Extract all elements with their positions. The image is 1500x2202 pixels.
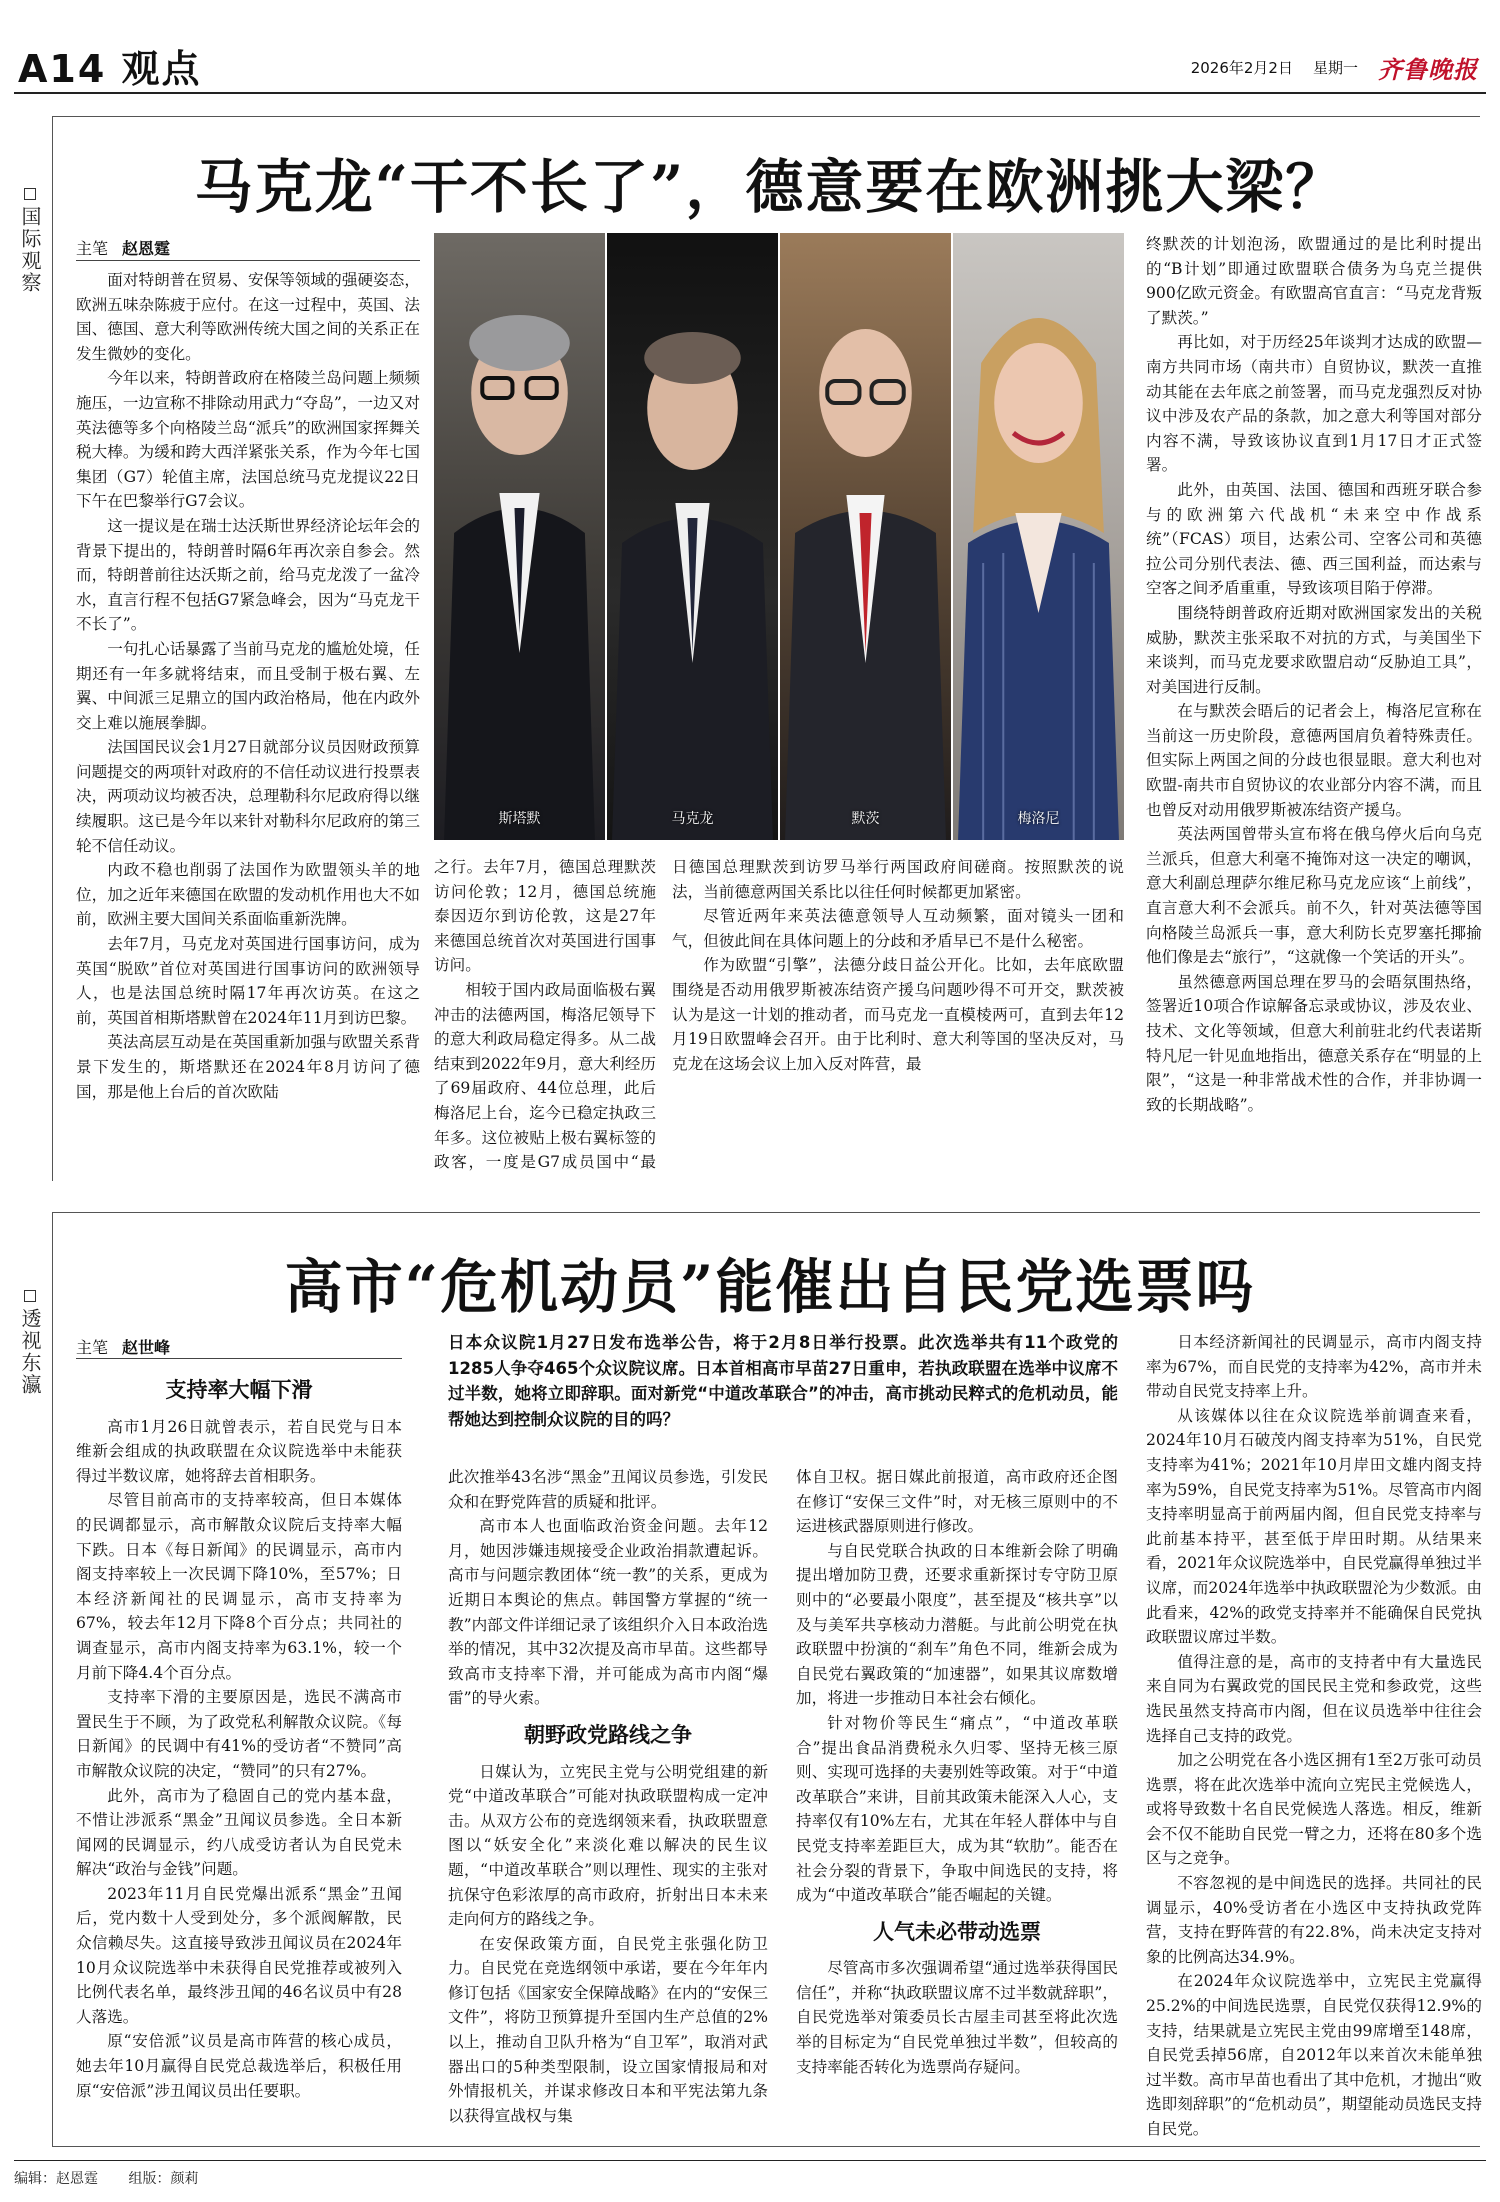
subheading: 朝野政党路线之争 (524, 1722, 692, 1747)
paragraph: 此外，高市为了稳固自己的党内基本盘，不惜让涉派系“黑金”丑闻议员参选。全日本新闻网的民调显示，约八成受访者认为自民党未解决“政治与金钱”问题。 (76, 1786, 402, 1879)
article2-column-2 (448, 1465, 768, 2141)
paragraph: 虽然德意两国总理在罗马的会晤氛围热络，签署近10项合作谅解备忘录或协议，涉及农业、技术、文化等领域，但意大利前驻北约代表诺斯特凡尼一针见血地指出，德意关系存在“明显的上限”，“这是一种非常战术性的合作，并非协调一致的长期战略”。 (1146, 972, 1482, 1114)
paragraph: 日本经济新闻社的民调显示，高市内阁支持率为67%，而自民党的支持率为42%，高市并未带动自民党支持率上升。 (1146, 1333, 1482, 1401)
portrait-merz (780, 233, 951, 840)
section-box-icon (24, 1290, 36, 1302)
article1-column-2 (434, 855, 656, 1175)
article1-byline: 主笔 赵恩霆 (76, 239, 171, 258)
paragraph: 高市1月26日就曾表示，若自民党与日本维新会组成的执政联盟在众议院选举中未能获得过半数议席，她将辞去首相职务。 (76, 1417, 402, 1485)
paragraph: 加之公明党在各小选区拥有1至2万张可动员选票，将在此次选举中流向立宪民主党候选人，或将导致数十名自民党候选人落选。相反，维新会不仅不能助自民党一臂之力，还将在80多个选区与之竞争。 (1146, 1751, 1482, 1868)
paragraph: 面对特朗普在贸易、安保等领域的强硬姿态，欧洲五味杂陈疲于应付。在这一过程中，英国、法国、德国、意大利等欧洲传统大国之间的关系正在发生微妙的变化。 (76, 271, 420, 363)
issue-weekday: 星期一 (1312, 59, 1358, 77)
section-tag-international: 国际观察 (20, 188, 42, 294)
paragraph: 围绕特朗普政府近期对欧洲国家发出的关税威胁，默茨主张采取不对抗的方式，与美国坐下来谈判，而马克龙要求欧盟启动“反胁迫工具”，对美国进行反制。 (1146, 603, 1482, 696)
paragraph: 不容忽视的是中间选民的选择。共同社的民调显示，40%受访者在小选区中支持执政党阵营，支持在野阵营的有22.8%，尚未决定支持对象的比例高达34.9%。 (1146, 1874, 1482, 1966)
photo-caption: 马克龙 (671, 811, 714, 827)
paragraph: 在与默茨会晤后的记者会上，梅洛尼宣称在当前这一历史阶段，意德两国肩负着特殊责任。但实际上两国之间的分歧也很显眼。意大利也对欧盟-南共市自贸协议的农业部分内容不满，而且也曾反对动用俄罗斯被冻结资产援乌。 (1146, 702, 1482, 819)
newspaper-logo: 齐鲁晚报 (1378, 55, 1478, 84)
paragraph: 日媒认为，立宪民主党与公明党组建的新党“中道改革联合”可能对执政联盟构成一定冲击。从双方公布的竞选纲领来看，执政联盟意图以“妖安全化”来淡化难以解决的民生议题，“中道改革联合”则以理性、现实的主张对抗保守色彩浓厚的高市政府，折射出日本未来走向何方的路线之争。 (448, 1762, 768, 1929)
paragraph: 在安保政策方面，自民党主张强化防卫力。自民党在竞选纲领中承诺，要在今年年内修订包括《国家安全保障战略》在内的“安保三文件”，将防卫预算提升至国内生产总值的2%以上，推动自卫队升格为“自卫军”，取消对武器出口的5种类型限制，设立国家情报局和对外情报机关，并谋求修改日本和平宪法第九条以获得宣战权与集 (448, 1934, 768, 2125)
subheading: 人气未必带动选票 (873, 1919, 1041, 1944)
article2-column-3 (796, 1465, 1118, 2141)
subheading: 支持率大幅下滑 (165, 1378, 313, 1402)
portrait-macron (607, 233, 778, 840)
person-silhouette-icon (780, 233, 951, 840)
byline-rule (76, 260, 420, 261)
paragraph: 英法两国曾带头宣布将在俄乌停火后向乌克兰派兵，但意大利毫不掩饰对这一决定的嘲讽，意大利副总理萨尔维尼称马克龙应该“上前线”，直言意大利不会派兵。前不久，针对英法德等国向格陵兰岛派兵一事，意大利防长克罗塞托揶揄他们像是去“旅行”，“这就像一个笑话的开头”。 (1146, 825, 1482, 967)
paragraph: 2023年11月自民党爆出派系“黑金”丑闻后，党内数十人受到处分，多个派阀解散，民众信赖尽失。这直接导致涉丑闻议员在2024年10月众议院选举中未获得自民党推荐或被列入比例代表名单，最终涉丑闻的46名议员中有28人落选。 (76, 1884, 402, 2026)
paragraph: 终默茨的计划泡汤，欧盟通过的是比利时提出的“B计划”即通过欧盟联合债务为乌克兰提供900亿欧元资金。有欧盟高官直言：“马克龙背叛了默茨。” (1146, 235, 1482, 327)
paragraph: 从该媒体以往在众议院选举前调查来看，2024年10月石破茂内阁支持率为51%，自民党支持率为41%；2021年10月岸田文雄内阁支持率为59%，自民党支持率为51%。尽管高市内阁支持率明显高于前两届内阁，但自民党支持率与此前基本持平，甚至低于岸田时期。从结果来看，2021年众议院选举中，自民党赢得单独过半议席，而2024年选举中执政联盟沦为少数派。由此看来，42%的政党支持率并不能确保自民党执政联盟议席过半数。 (1146, 1406, 1482, 1647)
paragraph: 原“安倍派”议员是高市阵营的核心成员，她去年10月赢得自民党总裁选举后，积极任用原“安倍派”涉丑闻议员出任要职。 (76, 2032, 402, 2100)
article1-headline: 马克龙“干不长了”，德意要在欧洲挑大梁？ (194, 153, 1346, 221)
article1-column-1 (76, 268, 420, 1176)
paragraph: 尽管高市多次强调希望“通过选举获得国民信任”，并称“执政联盟议席不过半数就辞职”，自民党选举对策委员长古屋圭司甚至将此次选举的目标定为“自民党单独过半数”，但较高的支持率能否转化为选票尚存疑问。 (796, 1959, 1118, 2076)
paragraph: 此次推举43名涉“黑金”丑闻议员参选，引发民众和在野党阵营的质疑和批评。 (448, 1468, 768, 1511)
paragraph: 值得注意的是，高市的支持者中有大量选民来自同为右翼政党的国民民主党和参政党，这些选民虽然支持高市内阁，但在议员选举中往往会选择自己支持的政党。 (1146, 1652, 1482, 1745)
editor-credit: 编辑：赵恩霆 (14, 2171, 98, 2187)
photo-caption: 梅洛尼 (1017, 811, 1060, 827)
paragraph: 作为欧盟“引擎”，法德分歧日益公开化。比如，去年底欧盟围绕是否动用俄罗斯被冻结资产援乌问题吵得不可开交，默茨被认为是这一计划的推动者，而马克龙一直模棱两可，直到去年12月19日欧盟峰会召开。由于比利时、意大利等国的坚决反对，马克龙在这场会议上加入反对阵营，最 (672, 956, 1124, 1073)
paragraph: 此外，由英国、法国、德国和西班牙联合参与的欧洲第六代战机“未来空中作战系统”（FCAS）项目，达索公司、空客公司和英德拉公司分别代表法、德、西三国利益，而达索与空客之间矛盾重重，导致该项目陷于停滞。 (1146, 480, 1482, 598)
paragraph: 再比如，对于历经25年谈判才达成的欧盟—南方共同市场（南共市）自贸协议，默茨一直推动其能在去年底之前签署，而马克龙强烈反对协议中涉及农产品的条款，加之意大利等国对部分内容不满，导致该协议直到1月17日才正式签署。 (1146, 333, 1482, 475)
masthead-info (1191, 50, 1478, 85)
paragraph: 针对物价等民生“痛点”，“中道改革联合”提出食品消费税永久归零、坚持无核三原则、实现可选择的夫妻别姓等政策。对于“中道改革联合”来讲，目前其政策未能深入人心，支持率仅有10%左右，尤其在年轻人群体中与自民党支持率差距巨大，成为其“软肋”。能否在社会分裂的背景下，争取中间选民的支持，将成为“中道改革联合”能否崛起的关键。 (796, 1713, 1118, 1905)
article1-column-3 (672, 855, 1124, 1175)
photo-caption: 默茨 (851, 811, 880, 827)
paragraph: 一句扎心话暴露了当前马克龙的尴尬处境，任期还有一年多就将结束，而且受制于极右翼、左翼、中间派三足鼎立的国内政治格局，他在内政外交上难以施展拳脚。 (76, 639, 420, 732)
paragraph: 与自民党联合执政的日本维新会除了明确提出增加防卫费，还要求重新探讨专守防卫原则中的“必要最小限度”，甚至提及“核共享”以及与美军共享核动力潜艇。与此前公明党在执政联盟中扮演的“刹车”角色不同，维新会成为自民党右翼政策的“加速器”，如果其议席数增加，将进一步推动日本社会右倾化。 (796, 1541, 1118, 1708)
paragraph: 在2024年众议院选举中，立宪民主党赢得25.2%的中间选民选票，自民党仅获得12.9%的支持，结果就是立宪民主党由99席增至148席，自民党丢掉56席，自2012年以来首次未能单独过半数。高市早苗也看出了其中危机，才抛出“败选即刻辞职”的“危机动员”，期望能动员选民支持自民党。 (1146, 1972, 1482, 2138)
article2-column-1 (76, 1366, 402, 2141)
article2-headline: 高市“危机动员”能催出自民党选票吗 (284, 1253, 1256, 1321)
portrait-starmer (434, 233, 605, 840)
byline-rule (76, 1358, 402, 1359)
article2-byline: 主笔 赵世峰 (76, 1338, 171, 1357)
page-label: A14 观点 (18, 47, 202, 91)
layout-credit: 组版：颜莉 (128, 2171, 199, 2187)
paragraph: 尽管近两年来英法德意领导人互动频繁，面对镜头一团和气，但彼此间在具体问题上的分歧和矛盾早已不是什么秘密。 (672, 907, 1124, 950)
paragraph: 体自卫权。据日媒此前报道，高市政府还企图在修订“安保三文件”时，对无核三原则中的不运进核武器原则进行修改。 (796, 1468, 1118, 1536)
portrait-meloni (953, 233, 1124, 840)
paragraph: 这一提议是在瑞士达沃斯世界经济论坛年会的背景下提出的，特朗普时隔6年再次亲自参会。然而，特朗普前往达沃斯之前，给马克龙泼了一盆冷水，直言行程不包括G7紧急峰会，因为“马克龙干不长了”。 (76, 516, 420, 634)
leaders-photo (434, 233, 1124, 840)
paragraph: 内政不稳也削弱了法国作为欧盟领头羊的地位，加之近年来德国在欧盟的发动机作用也大不如前，欧洲主要大国间关系面临重新洗牌。 (76, 861, 420, 929)
paragraph: 英法高层互动是在英国重新加强与欧盟关系背景下发生的，斯塔默还在2024年8月访问了德国，那是他上台后的首次欧陆 (76, 1033, 420, 1101)
paragraph: 今年以来，特朗普政府在格陵兰岛问题上频频施压，一边宣称不排除动用武力“夺岛”，一边又对英法德等多个向格陵兰岛“派兵”的欧洲国家挥舞关税大棒。为缓和跨大西洋紧张关系，作为今年七国集团（G7）轮值主席，法国总统马克龙提议22日下午在巴黎举行G7会议。 (76, 369, 420, 511)
paragraph: 高市本人也面临政治资金问题。去年12月，她因涉嫌违规接受企业政治捐款遭起诉。高市与问题宗教团体“统一教”的关系，更成为近期日本舆论的焦点。韩国警方掌握的“统一教”内部文件详细记录了该组织介入日本政治选举的情况，其中32次提及高市早苗。这些都导致高市支持率下滑，并可能成为高市内阁“爆雷”的导火索。 (448, 1517, 768, 1708)
section-tag-japan: 透视东瀛 (20, 1290, 42, 1396)
paragraph: 支持率下滑的主要原因是，选民不满高市置民生于不顾，为了政党私利解散众议院。《每日新闻》的民调中有41%的受访者“不赞同”高市解散众议院的决定，“赞同”的只有27%。 (76, 1688, 402, 1780)
footer-rule (14, 2160, 1486, 2161)
article1-column-4 (1146, 232, 1482, 1176)
footer-credits (14, 2168, 198, 2188)
paragraph: 去年7月，马克龙对英国进行国事访问，成为英国“脱欧”首位对英国进行国事访问的欧洲领导人，也是法国总统时隔17年再次访英。在这之前，英国首相斯塔默曾在2024年11月到访巴黎。 (76, 935, 420, 1027)
person-silhouette-icon (953, 233, 1124, 840)
paragraph: 日德国总理默茨到访罗马举行两国政府间磋商。按照默茨的说法，当前德意两国关系比以往任何时候都更加紧密。 (672, 858, 1124, 901)
section-box-icon (24, 188, 36, 200)
person-silhouette-icon (434, 233, 605, 840)
header-rule (14, 92, 1486, 94)
issue-date: 2026年2月2日 (1190, 59, 1293, 77)
photo-caption: 斯塔默 (498, 811, 541, 827)
paragraph: 尽管目前高市的支持率较高，但日本媒体的民调都显示，高市解散众议院后支持率大幅下跌。日本《每日新闻》的民调显示，高市内阁支持率较上一次民调下降10%，至57%；日本经济新闻社的民调显示，高市支持率为67%，较去年12月下降8个百分点；共同社的调查显示，高市内阁支持率为63.1%，较一个月前下降4.4个百分点。 (76, 1491, 402, 1682)
article2-lede: 日本众议院1月27日发布选举公告，将于2月8日举行投票。此次选举共有11个政党的1285人争夺465个众议院议席。日本首相高市早苗27日重申，若执政联盟在选举中议席不过半数，她将立即辞职。面对新党“中道改革联合”的冲击，高市挑动民粹式的危机动员，能帮她达到控制众议院的目的吗？ (448, 1333, 1118, 1429)
paragraph: 法国国民议会1月27日就部分议员因财政预算问题提交的两项针对政府的不信任动议进行投票表决，两项动议均被否决，总理勒科尔尼政府得以继续履职。这已是今年以来针对勒科尔尼政府的第三轮不信任动议。 (76, 738, 420, 855)
article2-column-4 (1146, 1330, 1482, 2141)
paragraph: 相较于国内政局面临极右翼冲击的法德两国，梅洛尼领导下的意大利政局稳定得多。从二战结束到2022年9月，意大利经历了69届政府、44位总理，此后梅洛尼上台，迄今已稳定执政三年多。这位被贴上极右翼标签的政客，一度是G7成员国中“最 (434, 980, 656, 1172)
paragraph: 之行。去年7月，德国总理默茨访问伦敦；12月，德国总统施泰因迈尔到访伦敦，这是27年来德国总统首次对英国进行国事访问。 (434, 858, 656, 975)
person-silhouette-icon (607, 233, 778, 840)
